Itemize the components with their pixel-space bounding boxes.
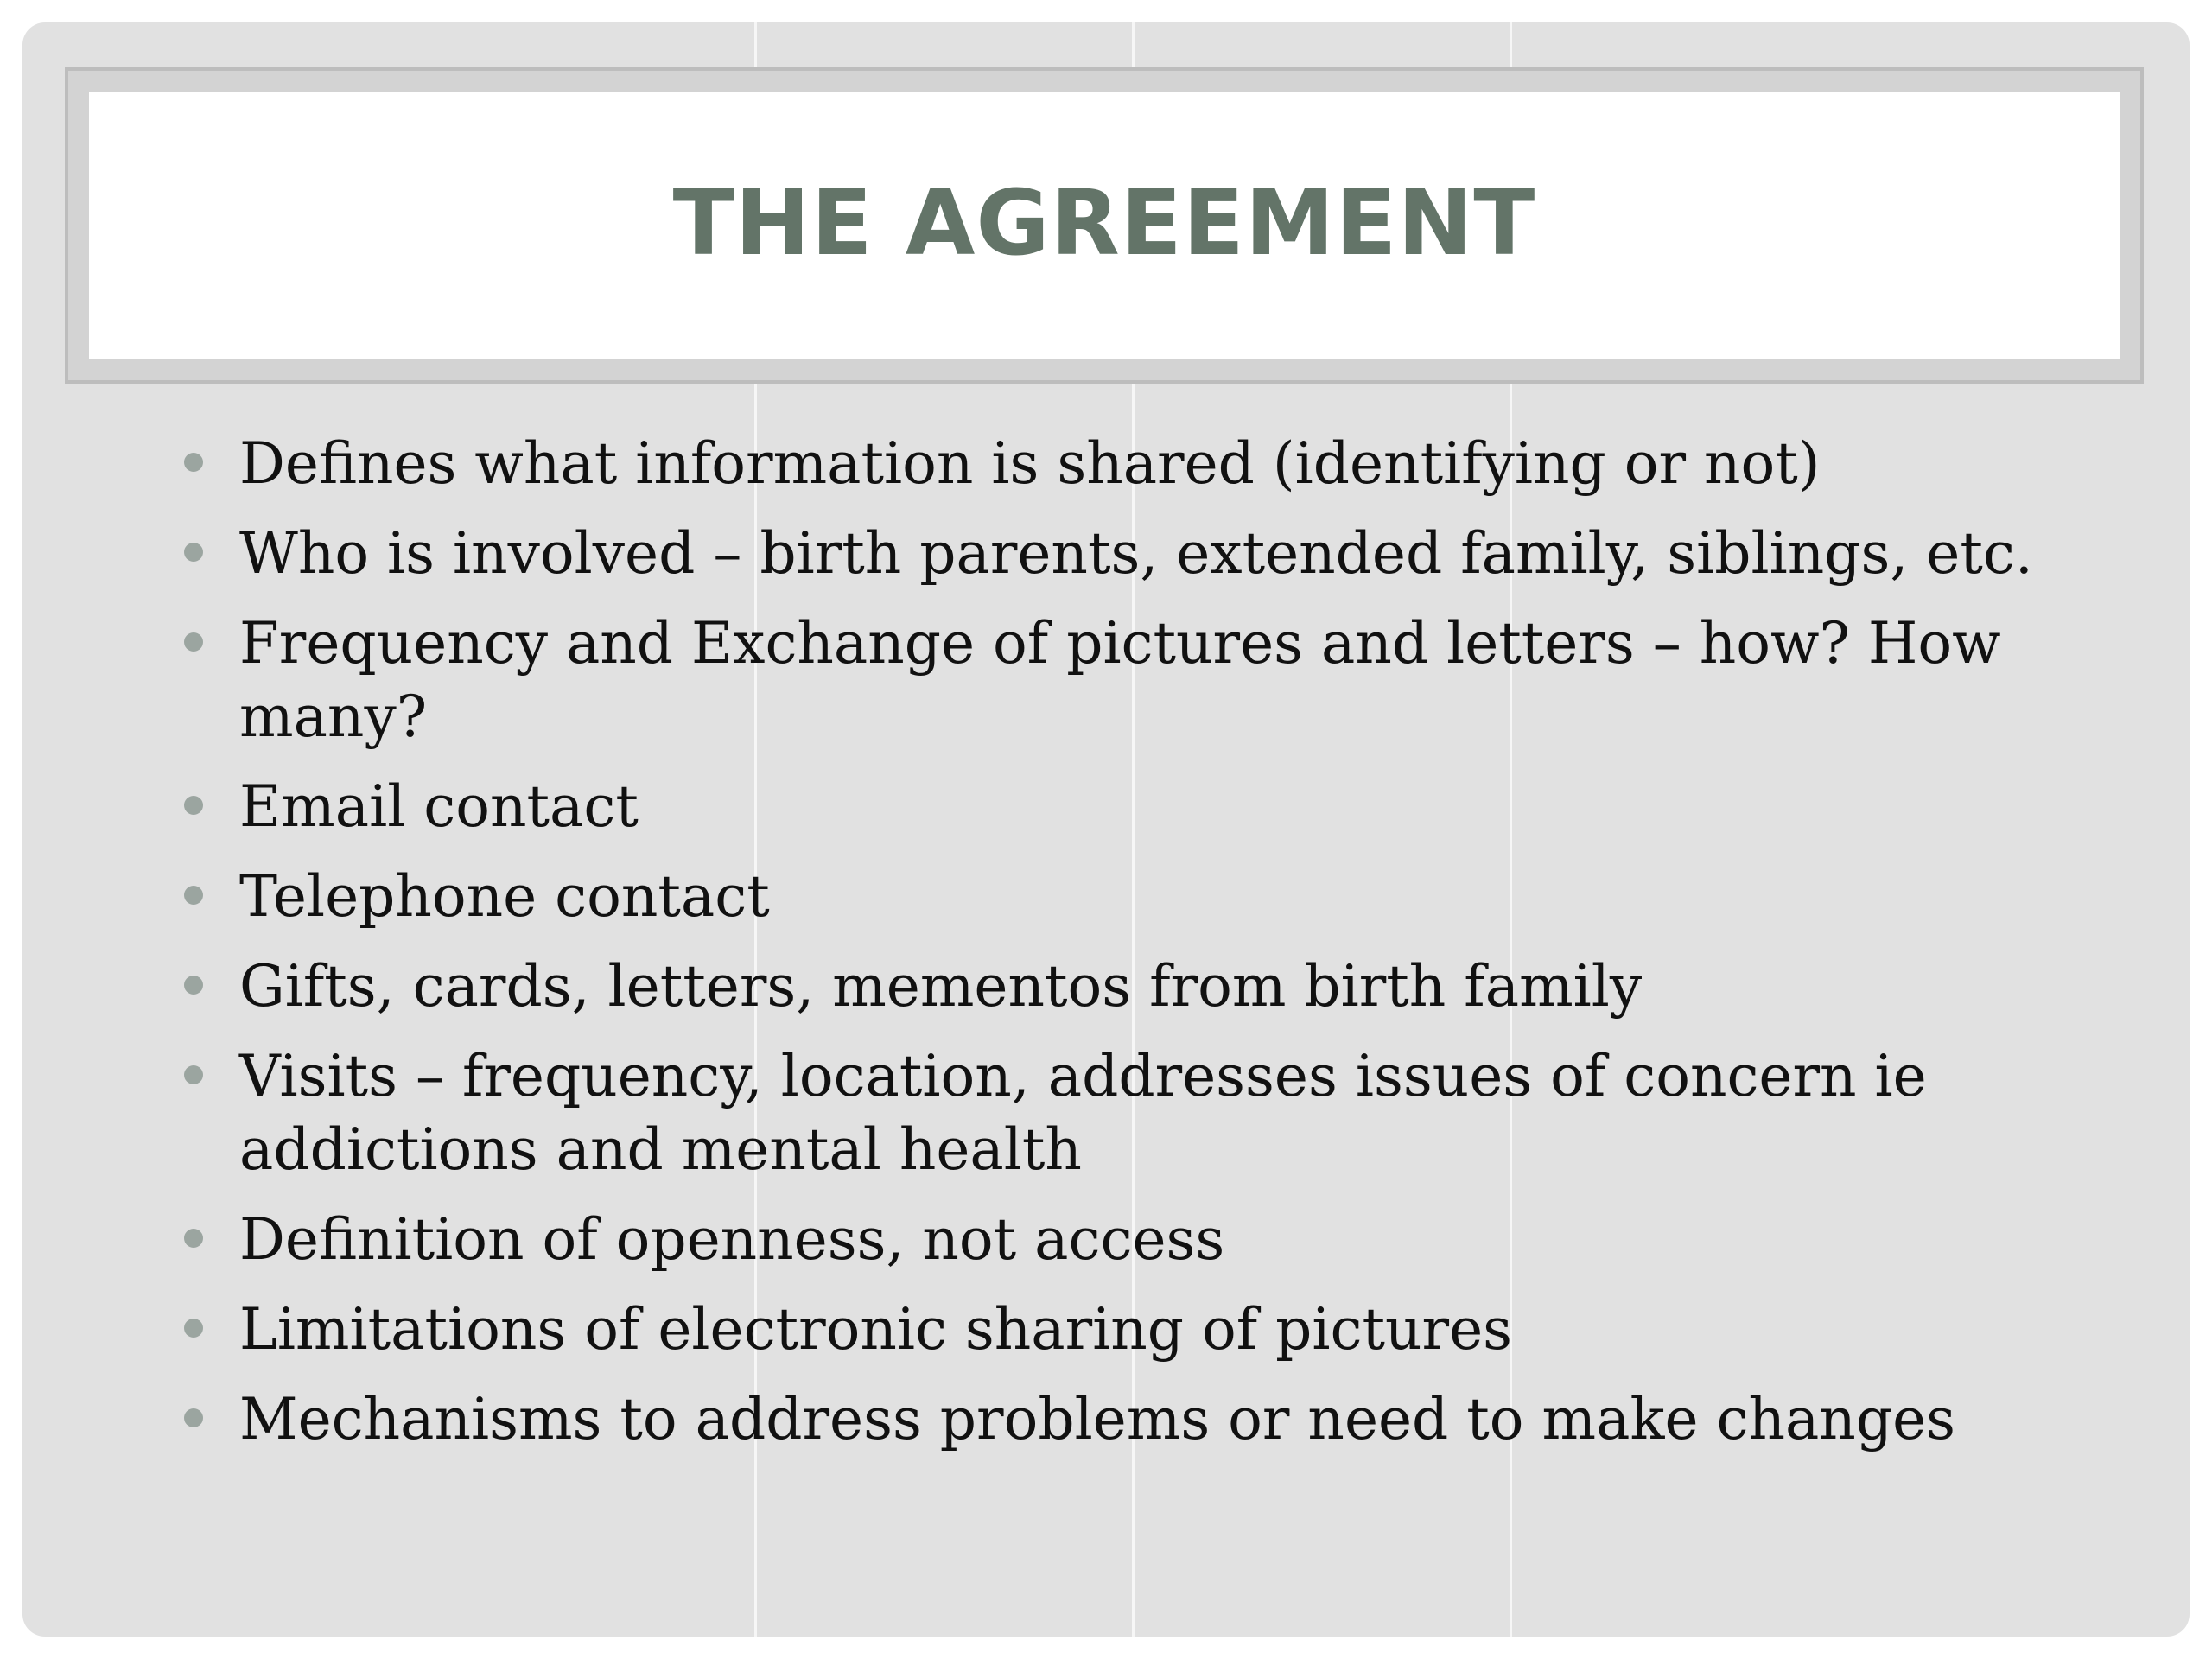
title-frame — [65, 67, 2144, 384]
bullet-dot-icon — [184, 1065, 203, 1084]
bullet-dot-icon — [184, 976, 203, 995]
bullet-text: Visits – frequency, location, addresses issues of concern ie addictions and mental health — [239, 1043, 1927, 1183]
bullet-text: Defines what information is shared (identifying or not) — [239, 430, 1821, 497]
bullet-text: Gifts, cards, letters, mementos from birth family — [239, 953, 1643, 1020]
slide-title: THE AGREEMENT — [672, 170, 1536, 276]
bullet-item — [149, 1039, 2102, 1186]
slide — [22, 22, 2190, 1637]
bullet-dot-icon — [184, 632, 203, 652]
bullet-dot-icon — [184, 543, 203, 562]
bullet-item — [149, 517, 2102, 590]
bullet-text: Frequency and Exchange of pictures and letters – how? How many? — [239, 610, 2001, 750]
bullet-dot-icon — [184, 886, 203, 905]
bullet-item — [149, 1293, 2102, 1366]
bullet-text: Email contact — [239, 773, 639, 840]
bullet-item — [149, 860, 2102, 933]
bullet-text: Mechanisms to address problems or need to make changes — [239, 1386, 1955, 1452]
bullet-item — [149, 1382, 2102, 1456]
bullet-item — [149, 427, 2102, 500]
bullet-text: Who is involved – birth parents, extended family, siblings, etc. — [239, 520, 2033, 587]
bullet-list — [149, 427, 2102, 1472]
bullet-item — [149, 607, 2102, 753]
bullet-dot-icon — [184, 1408, 203, 1427]
bullet-item — [149, 1203, 2102, 1276]
bullet-item — [149, 950, 2102, 1023]
bullet-dot-icon — [184, 453, 203, 472]
bullet-dot-icon — [184, 796, 203, 815]
bullet-dot-icon — [184, 1319, 203, 1338]
bullet-text: Limitations of electronic sharing of pictures — [239, 1296, 1513, 1363]
bullet-text: Definition of openness, not access — [239, 1206, 1225, 1273]
bullet-item — [149, 770, 2102, 843]
bullet-text: Telephone contact — [239, 863, 770, 930]
bullet-dot-icon — [184, 1229, 203, 1248]
title-box — [89, 92, 2120, 359]
